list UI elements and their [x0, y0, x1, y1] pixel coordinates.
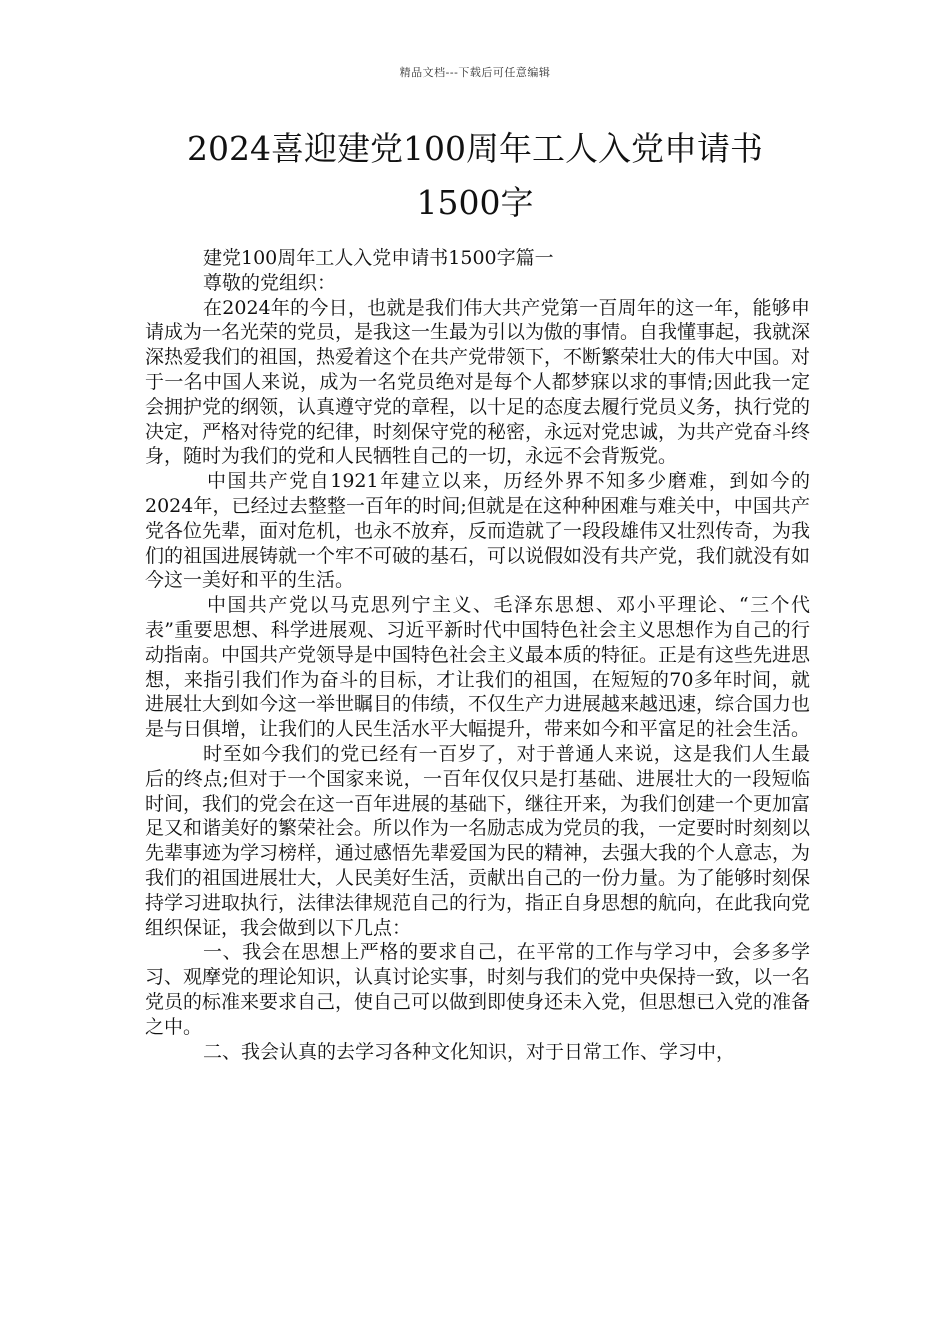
document-body: [145, 246, 810, 1064]
paragraph-4: 时至如今我们的党已经有一百岁了，对于普通人来说，这是我们人生最后的终点;但对于一个国家来说，一百年仅仅只是打基础、进展壮大的一段短临时间，我们的党会在这一百年进展的基础下，继往开来，为我们创建一个更加富足又和谐美好的繁荣社会。所以作为一名励志成为党员的我，一定要时时刻刻以先辈事迹为学习榜样，通过感悟先辈爱国为民的精神，去强大我的个人意志，为我们的祖国进展壮大，人民美好生活，贡献出自己的一份力量。为了能够时刻保持学习进取执行，法律法律规范自己的行为，指正自身思想的航向，在此我向党组织保证，我会做到以下几点：: [145, 742, 811, 939]
header-note: 精品文档---下载后可任意编辑: [399, 66, 551, 79]
paragraph-2: 中国共产党自1921年建立以来，历经外界不知多少磨难，到如今的2024年，已经过去整整一百年的时间;但就是在这种种困难与难关中，中国共产党各位先辈，面对危机，也永不放弃，反而造就了一段段雄伟又壮烈传奇，为我们的祖国进展铸就一个牢不可破的基石，可以说假如没有共产党，我们就没有如今这一美好和平的生活。: [145, 470, 811, 592]
title-line-2: 1500字: [416, 183, 534, 222]
paragraph-5: 一、我会在思想上严格的要求自己，在平常的工作与学习中，会多多学习、观摩党的理论知识，认真讨论实事，时刻与我们的党中央保持一致，以一名党员的标准来要求自己，使自己可以做到即使身还未入党，但思想已入党的准备之中。: [145, 941, 811, 1038]
salutation: 尊敬的党组织：: [203, 271, 337, 294]
section-subtitle: 建党100周年工人入党申请书1500字篇一: [203, 247, 554, 269]
paragraph-1: 在2024年的今日，也就是我们伟大共产党第一百周年的这一年，能够申请成为一名光荣的党员，是我这一生最为引以为傲的事情。自我懂事起，我就深深热爱我们的祖国，热爱着这个在共产党带领下，不断繁荣壮大的伟大中国。对于一名中国人来说，成为一名党员绝对是每个人都梦寐以求的事情;因此我一定会拥护党的纲领，认真遵守党的章程，以十足的态度去履行党员义务，执行党的决定，严格对待党的纪律，时刻保守党的秘密，永远对党忠诚，为共产党奋斗终身，随时为我们的党和人民牺牲自己的一切，永远不会背叛党。: [145, 296, 811, 468]
paragraph-6: 二、我会认真的去学习各种文化知识，对于日常工作、学习中，: [203, 1040, 736, 1063]
document-title: [100, 122, 850, 230]
title-line-1: 2024喜迎建党100周年工人入党申请书: [187, 129, 763, 168]
paragraph-3: 中国共产党以马克思列宁主义、毛泽东思想、邓小平理论、“三个代表”重要思想、科学进展观、习近平新时代中国特色社会主义思想作为自己的行动指南。中国共产党领导是中国特色社会主义最本质的特征。正是有这些先进思想，来指引我们作为奋斗的目标，才让我们的祖国，在短短的70多年时间，就进展壮大到如今这一举世瞩目的伟绩，不仅生产力进展越来越迅速，综合国力也是与日俱增，让我们的人民生活水平大幅提升，带来如今和平富足的社会生活。: [145, 594, 811, 741]
